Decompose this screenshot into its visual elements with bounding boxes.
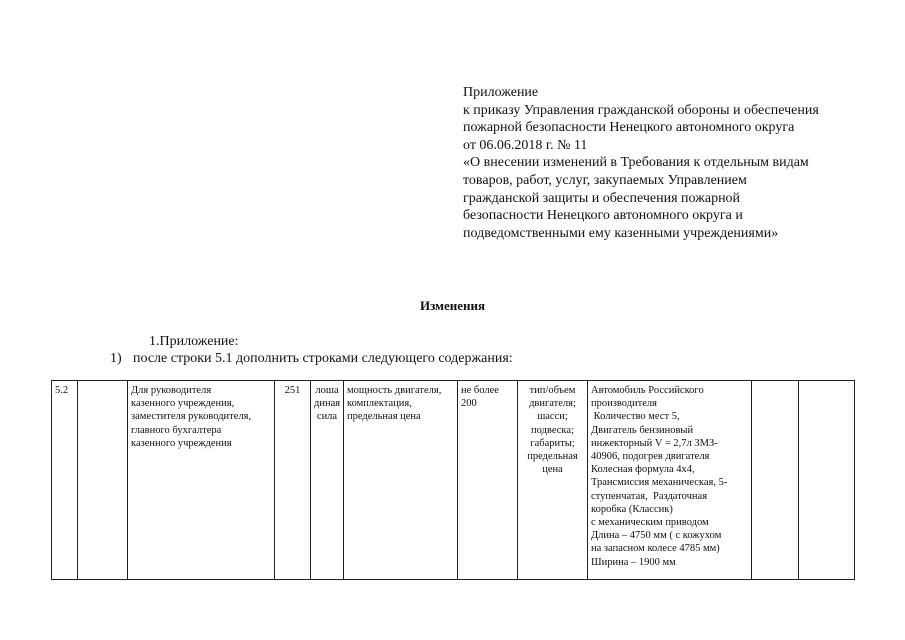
point-heading: 1.Приложение:: [149, 334, 239, 349]
annex-line: к приказу Управления гражданской обороны и обеспечения: [463, 102, 819, 118]
cell-line: Ширина – 1900 мм: [591, 556, 676, 568]
cell-code: [78, 381, 128, 580]
cell-line: коробка (Классик): [591, 503, 673, 515]
annex-line: гражданской защиты и обеспечения пожарной: [463, 190, 741, 206]
cell-line: не более: [461, 385, 499, 396]
annex-line: Приложение: [463, 85, 539, 100]
cell-line: производителя: [591, 398, 657, 410]
cell-empty: [799, 381, 855, 580]
cell-line: казенного учреждения: [131, 437, 232, 449]
cell-line: с механическим приводом: [591, 517, 709, 529]
cell-line: Длина – 4750 мм ( с кожухом: [591, 530, 722, 542]
cell-line: комплектация,: [347, 398, 412, 410]
document-title: Изменения: [419, 298, 486, 313]
cell-line: сила: [316, 411, 338, 423]
cell-line: инжекторный V = 2,7л ЗМЗ-: [591, 437, 718, 449]
requirements-table: [51, 380, 855, 580]
cell-characteristic-2: [518, 381, 588, 580]
cell-unit-code: 251: [275, 381, 311, 580]
subpoint: [110, 350, 513, 367]
cell-line: на запасном колесе 4785 мм): [591, 543, 720, 555]
cell-line: цена: [542, 464, 563, 476]
cell-line: Колесная формула 4х4,: [591, 464, 695, 476]
cell-unit-name: [311, 381, 344, 580]
cell-line: Для руководителя: [131, 385, 212, 396]
cell-value: [458, 381, 518, 580]
cell-line: заместителя руководителя,: [131, 411, 252, 423]
annex-line: пожарной безопасности Ненецкого автономного округа: [463, 120, 795, 136]
cell-line: тип/объем: [529, 385, 576, 396]
cell-line: мощность двигателя,: [347, 385, 442, 396]
cell-line: лоша: [315, 385, 339, 396]
annex-header: [463, 84, 883, 242]
annex-line: товаров, работ, услуг, закупаемых Управлением: [463, 172, 747, 188]
cell-line: предельная цена: [347, 411, 421, 423]
cell-line: Количество мест 5,: [591, 411, 680, 423]
cell-line: двигателя;: [529, 398, 576, 410]
cell-row-number: 5.2: [52, 381, 78, 580]
subpoint-text: после строки 5.1 дополнить строками следующего содержания:: [133, 351, 513, 366]
cell-line: 40906, подогрев двигателя: [591, 451, 710, 463]
cell-line: предельная: [527, 451, 578, 463]
table-row: [52, 381, 855, 580]
cell-line: казенного учреждения,: [131, 398, 235, 410]
cell-line: Автомобиль Российского: [591, 385, 704, 396]
annex-line: от 06.06.2018 г. № 11: [463, 137, 588, 153]
annex-line: подведомственными ему казенными учреждениями»: [463, 225, 779, 241]
cell-line: Двигатель бензиновый: [591, 424, 694, 436]
cell-characteristic: [344, 381, 458, 580]
cell-line: 200: [461, 398, 477, 410]
cell-line: диная: [314, 398, 341, 410]
subpoint-number: 1): [110, 351, 122, 366]
cell-line: габариты;: [530, 437, 575, 449]
cell-line: ступенчатая, Раздаточная: [591, 490, 708, 502]
cell-empty: [752, 381, 799, 580]
annex-line: «О внесении изменений в Требования к отдельным видам: [463, 155, 809, 171]
cell-line: Трансмиссия механическая, 5-: [591, 477, 728, 489]
cell-position: [128, 381, 275, 580]
cell-description: [588, 381, 752, 580]
cell-line: главного бухгалтера: [131, 424, 222, 436]
cell-line: шасси;: [537, 411, 568, 423]
cell-line: подвеска;: [531, 424, 574, 436]
annex-line: безопасности Ненецкого автономного округа и: [463, 208, 743, 224]
